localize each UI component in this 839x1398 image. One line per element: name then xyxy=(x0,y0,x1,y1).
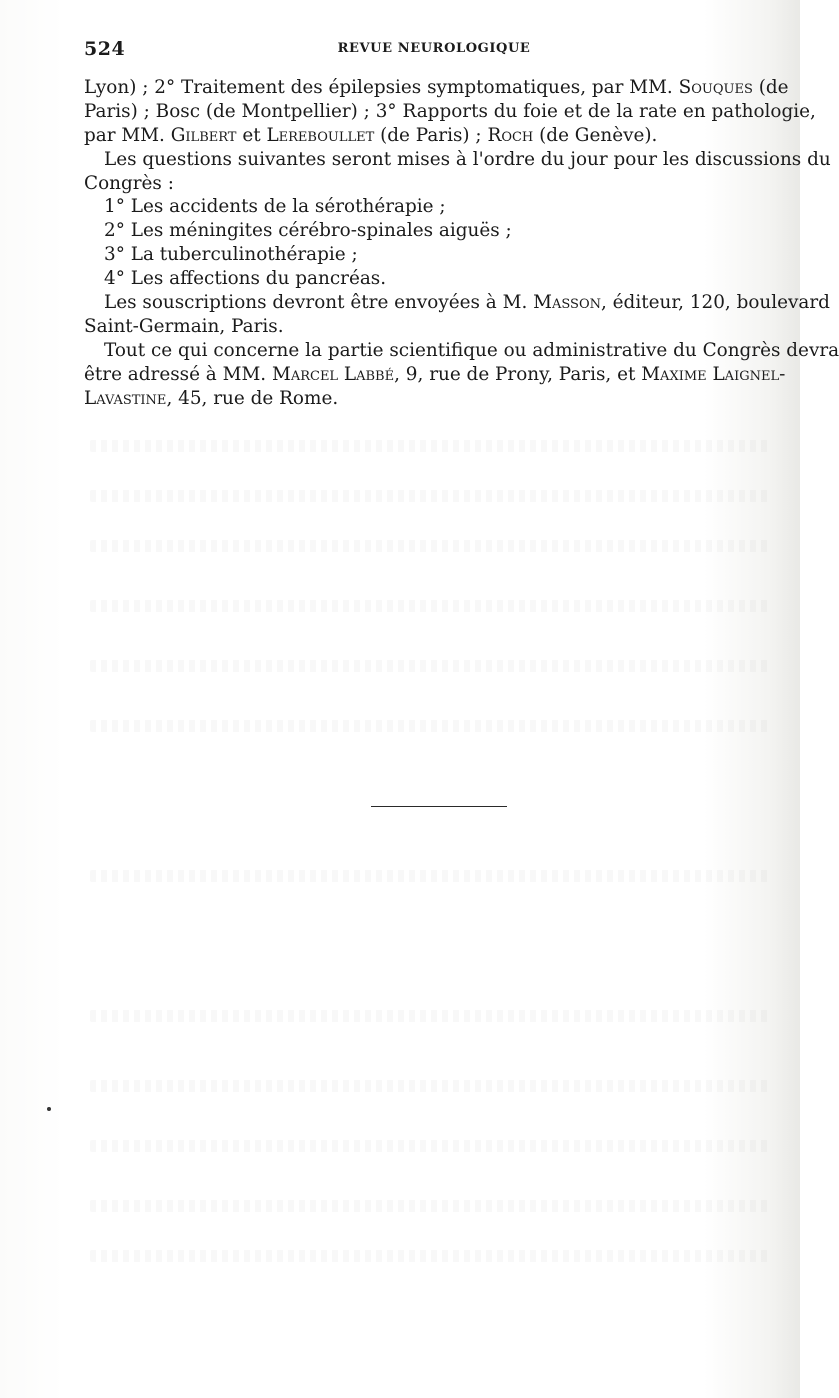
author-name: Lavastine xyxy=(84,387,167,409)
author-name: Masson xyxy=(533,292,601,314)
text-run: et xyxy=(236,124,267,146)
text-run: Paris) ; Bosc (de Montpellier) ; 3° Rapports du foie et de la rate en pathologie, xyxy=(84,100,816,122)
text-run: Les souscriptions devront être envoyées à M. xyxy=(104,292,534,314)
author-name: Roch xyxy=(487,124,534,146)
text-run: 2° Les méningites cérébro-spinales aiguës ; xyxy=(104,220,512,242)
text-line xyxy=(84,363,784,387)
running-head: REVUE NEUROLOGIQUE xyxy=(337,41,531,56)
text-line xyxy=(84,100,816,124)
author-name: Lereboullet xyxy=(266,124,375,146)
text-run: (de Paris) ; xyxy=(374,124,488,146)
text-line xyxy=(84,339,839,363)
bleed-through xyxy=(90,600,770,612)
bleed-through xyxy=(90,540,770,552)
text-line xyxy=(84,219,784,243)
text-line xyxy=(84,172,784,196)
text-line xyxy=(84,76,789,100)
ink-speck xyxy=(47,1107,51,1111)
text-run: (de xyxy=(752,77,789,98)
bleed-through xyxy=(90,1080,770,1092)
text-run: Congrès : xyxy=(84,172,174,194)
text-run: être adressé à MM. xyxy=(84,363,272,385)
text-line xyxy=(84,148,831,172)
text-line xyxy=(84,243,784,267)
text-run: par MM. xyxy=(84,124,171,146)
text-run: 4° Les affections du pancréas. xyxy=(104,268,387,290)
text-line xyxy=(84,124,784,148)
text-run: , 45, rue de Rome. xyxy=(166,387,339,409)
author-name: Maxime Laignel- xyxy=(641,363,786,385)
text-line xyxy=(84,267,784,291)
text-line xyxy=(84,291,830,315)
text-run: 1° Les accidents de la sérothérapie ; xyxy=(104,196,446,218)
text-line xyxy=(84,195,784,219)
page-header xyxy=(84,38,784,62)
text-run: (de Genève). xyxy=(533,124,658,146)
text-run: Lyon) ; 2° Traitement des épilepsies symptomatiques, par MM. xyxy=(84,77,679,98)
author-name: Marcel Labbé xyxy=(271,363,395,385)
author-name: Souques xyxy=(678,77,753,98)
bleed-through xyxy=(90,660,770,672)
bleed-through xyxy=(90,490,770,502)
text-run: Les questions suivantes seront mises à l'ordre du jour pour les discussions du xyxy=(104,148,831,170)
text-run: 3° La tuberculinothérapie ; xyxy=(104,244,358,266)
body-text xyxy=(84,76,839,410)
text-run: , 9, rue de Prony, Paris, et xyxy=(394,363,642,385)
page-number: 524 xyxy=(84,38,126,60)
text-line xyxy=(84,315,784,339)
text-run: Saint-Germain, Paris. xyxy=(84,315,284,337)
bleed-through xyxy=(90,870,770,882)
bleed-through xyxy=(90,1200,770,1212)
bleed-through xyxy=(90,440,770,452)
bleed-through xyxy=(90,1140,770,1152)
text-run: , éditeur, 120, boulevard xyxy=(600,292,830,314)
section-rule xyxy=(371,806,507,807)
bleed-through xyxy=(90,1250,770,1262)
text-run: Tout ce qui concerne la partie scientifique ou administrative du Congrès devra xyxy=(104,339,839,361)
bleed-through xyxy=(90,1010,770,1022)
bleed-through xyxy=(90,720,770,732)
text-line xyxy=(84,387,784,411)
author-name: Gilbert xyxy=(170,124,237,146)
